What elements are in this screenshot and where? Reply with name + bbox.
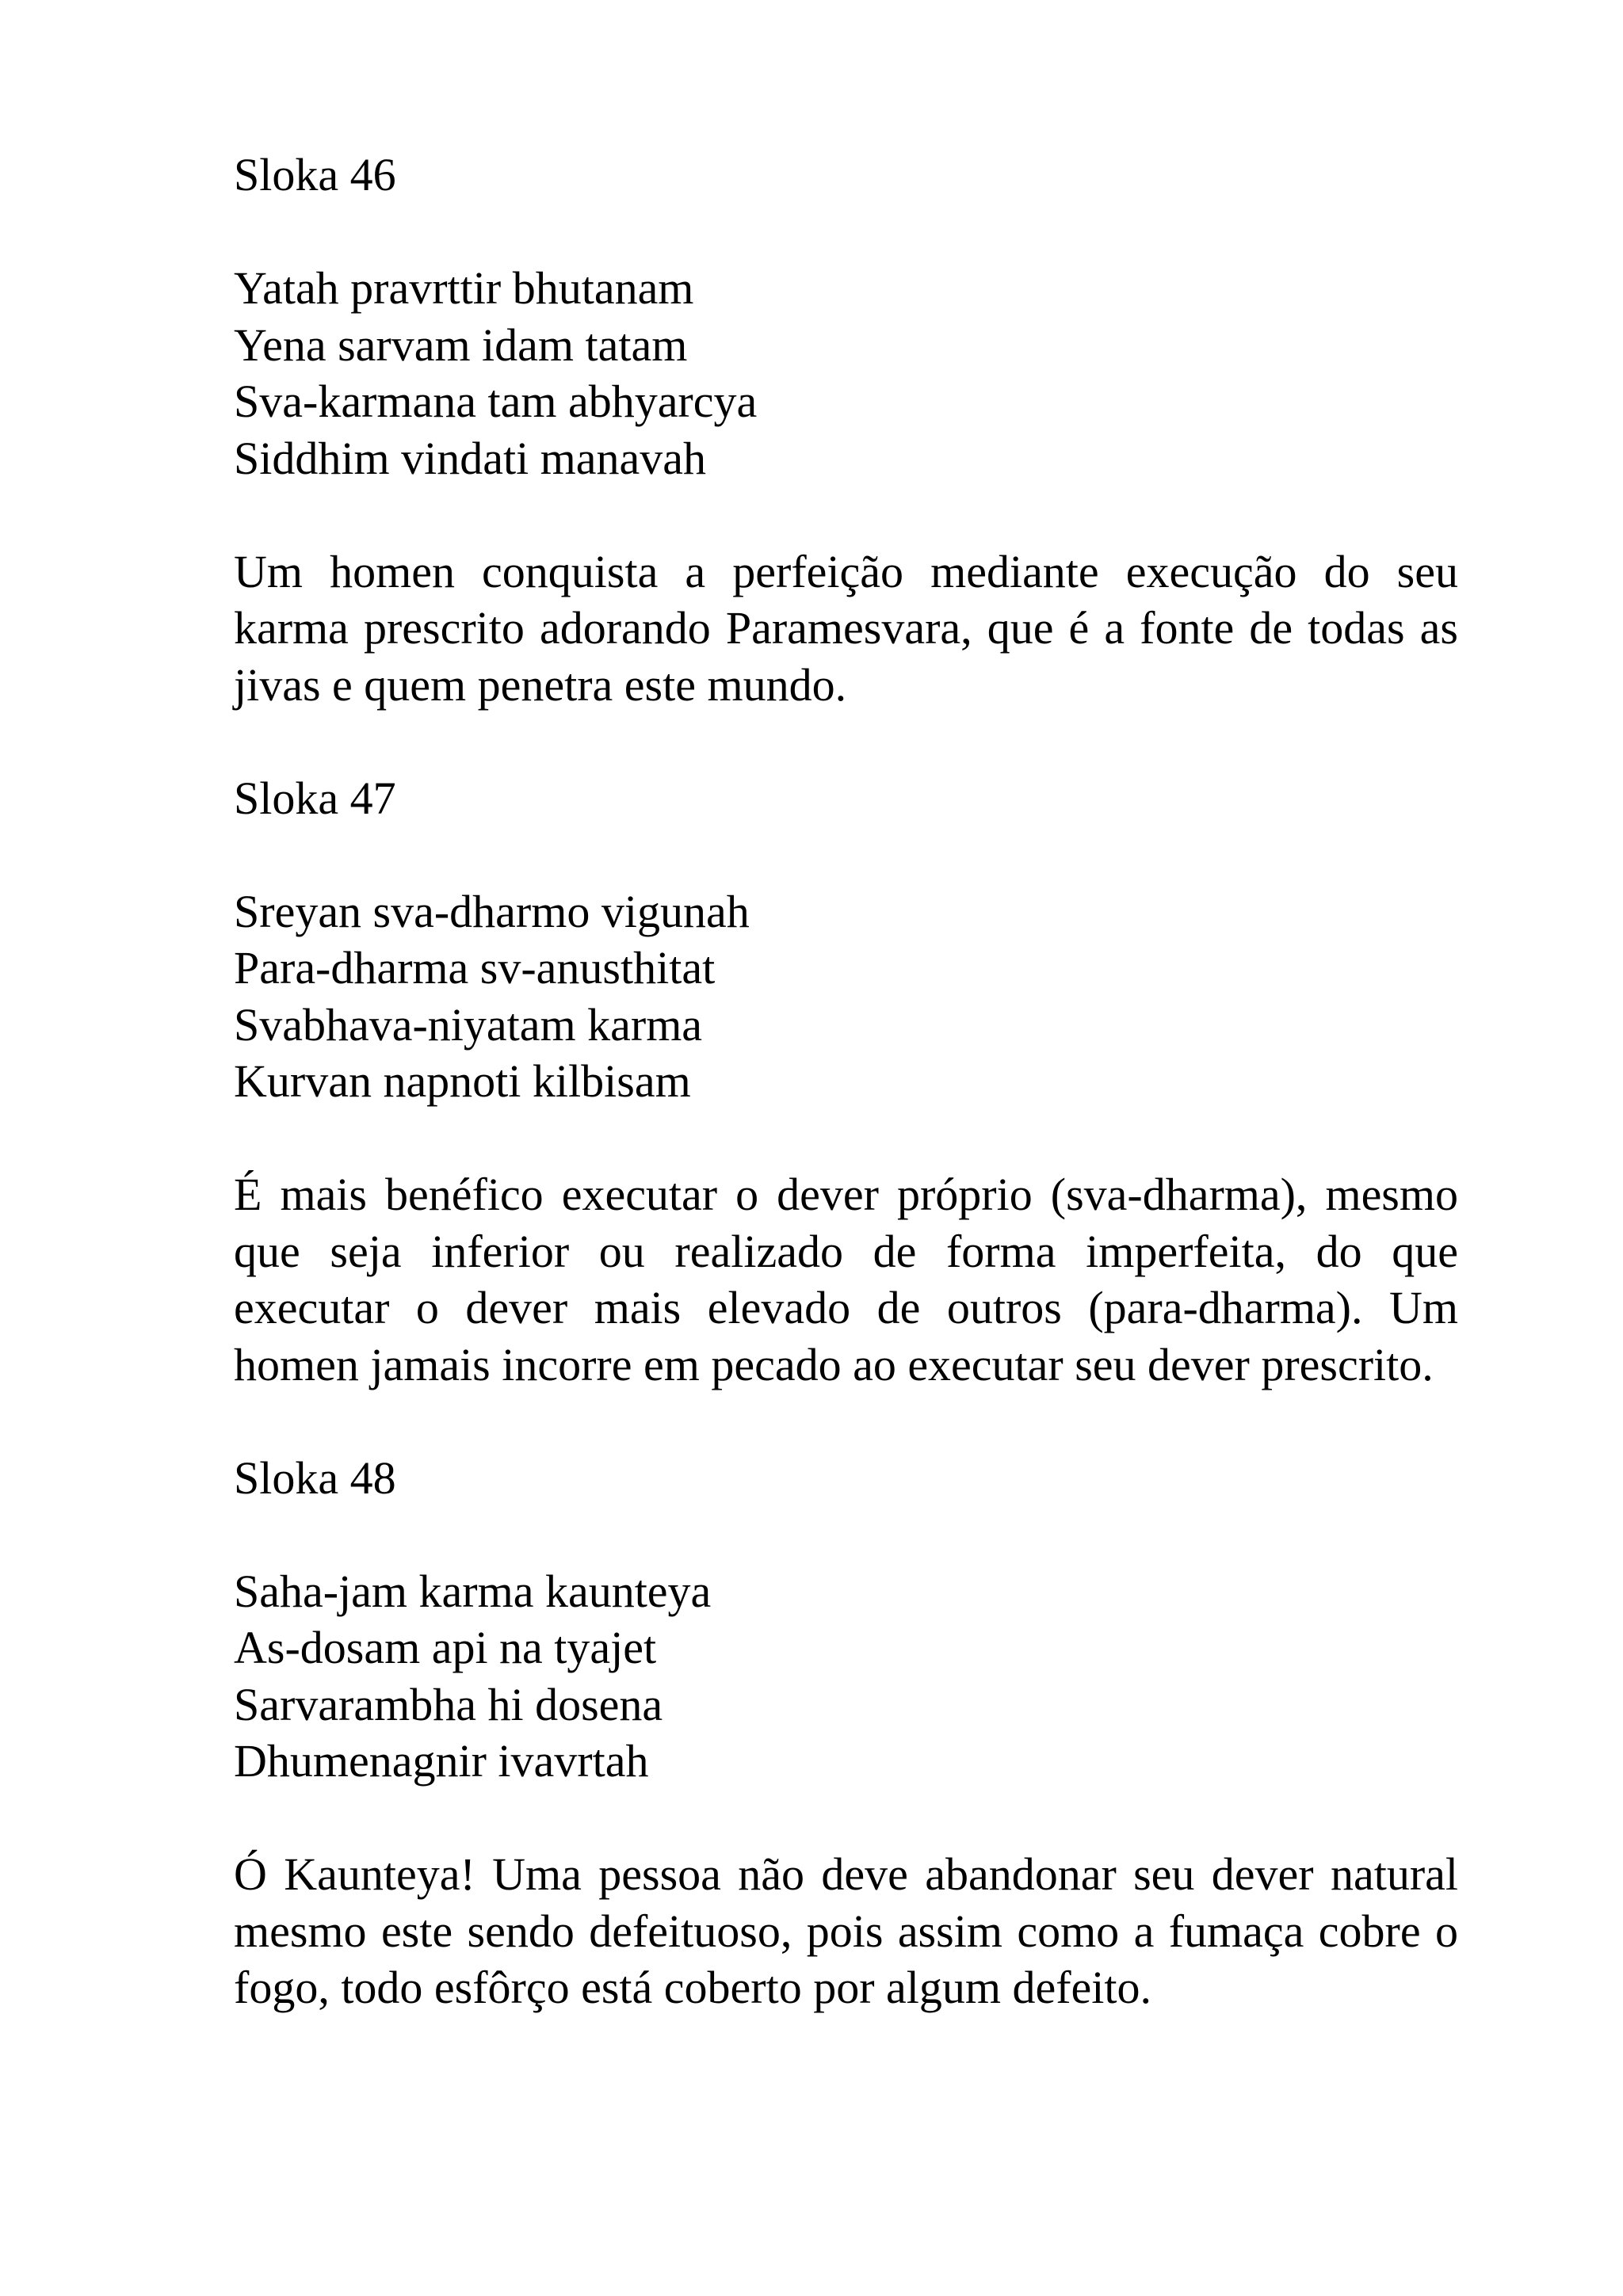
sloka-heading: Sloka 46 — [234, 149, 396, 200]
verse-line: Yena sarvam idam tatam — [234, 318, 688, 371]
sanskrit-verse — [234, 1563, 1458, 1790]
translation-paragraph: Ó Kaunteya! Uma pessoa não deve abandonar seu dever natural mesmo este sendo defeituoso, pois assim como a fumaça cobre o fogo, todo esfôrço está coberto por algum defeito. — [234, 1848, 1458, 2013]
verse-line: Saha-jam karma kaunteya — [234, 1565, 712, 1617]
sanskrit-verse — [234, 883, 1458, 1110]
verse-line: Yatah pravrttir bhutanam — [234, 262, 694, 314]
sloka-heading: Sloka 48 — [234, 1451, 396, 1504]
translation-paragraph: Um homen conquista a perfeição mediante execução do seu karma prescrito adorando Paramesvara, que é a fonte de todas as jivas e quem penetra este mundo. — [234, 545, 1458, 711]
sloka-heading: Sloka 47 — [234, 772, 396, 824]
verse-line: Kurvan napnoti kilbisam — [234, 1055, 691, 1107]
document-page — [234, 147, 1458, 2073]
verse-line: Dhumenagnir ivavrtah — [234, 1735, 649, 1787]
verse-line: Para-dharma sv-anusthitat — [234, 942, 716, 994]
verse-line: Sva-karmana tam abhyarcya — [234, 376, 758, 427]
sloka-47 — [234, 770, 1458, 1394]
verse-line: As-dosam api na tyajet — [234, 1622, 657, 1673]
translation-paragraph: É mais benéfico executar o dever próprio (sva-dharma), mesmo que seja inferior ou realizado de forma imperfeita, do que executar o dever mais elevado de outros (para-dharma). Um homen jamais incorre em pecado ao executar seu dever prescrito. — [234, 1169, 1458, 1390]
verse-line: Svabhava-niyatam karma — [234, 998, 703, 1051]
verse-line: Sarvarambha hi dosena — [234, 1678, 663, 1730]
sanskrit-verse — [234, 260, 1458, 486]
verse-line: Siddhim vindati manavah — [234, 432, 707, 484]
sloka-46 — [234, 147, 1458, 713]
verse-line: Sreyan sva-dharmo vigunah — [234, 885, 750, 937]
sloka-48 — [234, 1450, 1458, 2016]
